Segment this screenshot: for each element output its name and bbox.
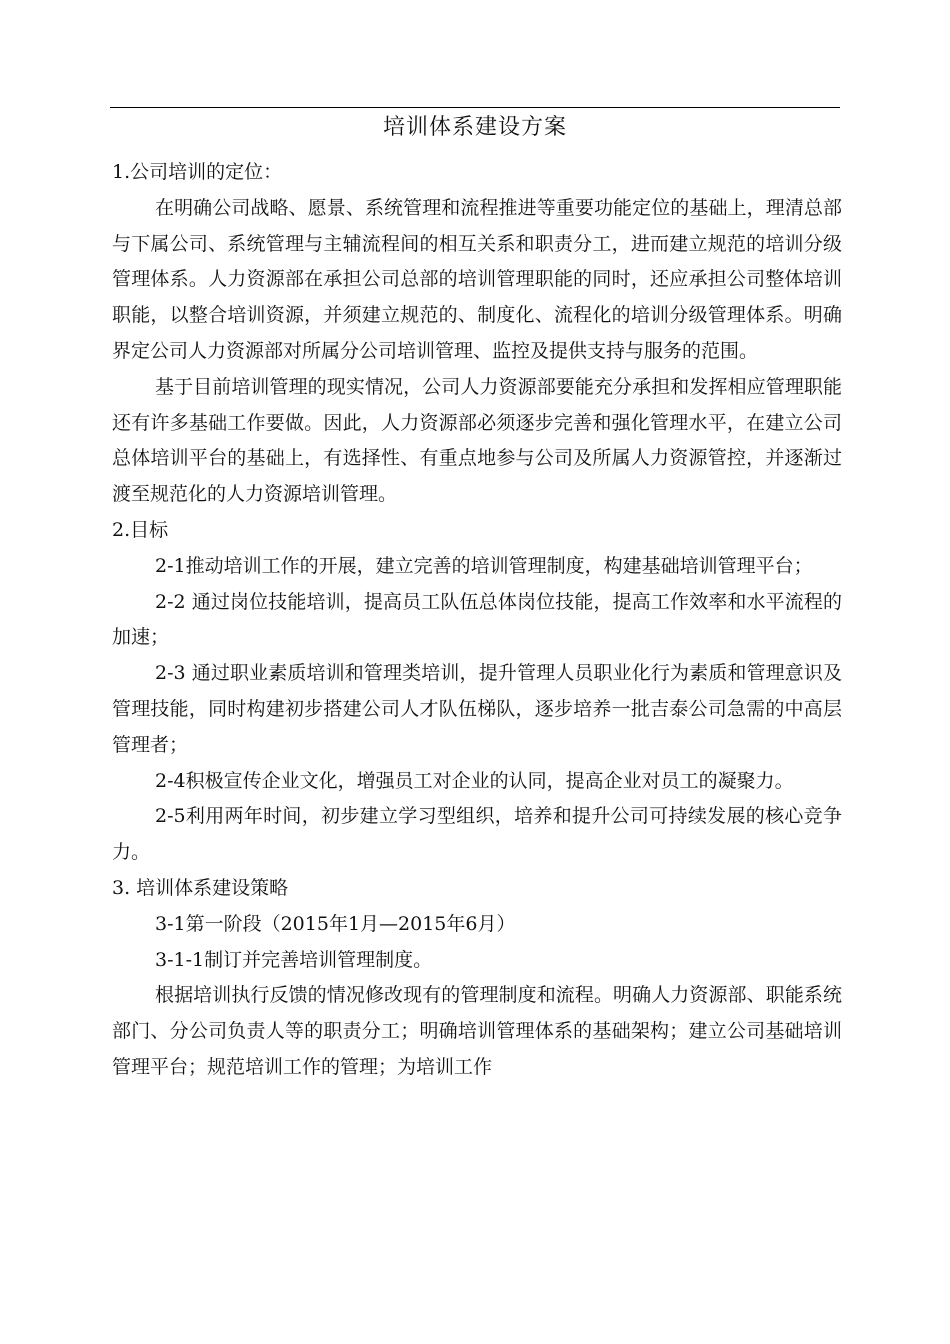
section-3-paragraph: 根据培训执行反馈的情况修改现有的管理制度和流程。明确人力资源部、职能系统部门、分公司负责人等的职责分工；明确培训管理体系的基础架构；建立公司基础培训管理平台；规范培训工作的管理；为培训工作 — [112, 984, 842, 1078]
section-1-paragraph-2: 基于目前培训管理的现实情况，公司人力资源部要能充分承担和发挥相应管理职能还有许多基础工作要做。因此，人力资源部必须逐步完善和强化管理水平，在建立公司总体培训平台的基础上，有选择性、有重点地参与公司及所属人力资源管控，并逐渐过渡至规范化的人力资源培训管理。 — [112, 375, 842, 506]
goal-item: 2-2 通过岗位技能培训，提高员工队伍总体岗位技能，提高工作效率和水平流程的加速； — [112, 590, 842, 649]
subitem-heading: 3-1-1制订并完善培训管理制度。 — [155, 948, 433, 971]
phase-heading: 3-1第一阶段（2015年1月—2015年6月） — [155, 912, 516, 935]
header-rule — [110, 107, 840, 108]
section-1-paragraph-1: 在明确公司战略、愿景、系统管理和流程推进等重要功能定位的基础上，理清总部与下属公司、系统管理与主辅流程间的相互关系和职责分工，进而建立规范的培训分级管理体系。人力资源部在承担公司总部的培训管理职能的同时，还应承担公司整体培训职能，以整合培训资源，并须建立规范的、制度化、流程化的培训分级管理体系。明确界定公司人力资源部对所属分公司培训管理、监控及提供支持与服务的范围。 — [112, 196, 842, 362]
goal-item: 2-5利用两年时间，初步建立学习型组织，培养和提升公司可持续发展的核心竞争力。 — [112, 805, 842, 864]
goal-item: 2-1推动培训工作的开展，建立完善的培训管理制度，构建基础培训管理平台； — [155, 554, 813, 577]
goal-item: 2-3 通过职业素质培训和管理类培训，提升管理人员职业化行为素质和管理意识及管理技能，同时构建初步搭建公司人才队伍梯队，逐步培养一批吉泰公司急需的中高层管理者； — [112, 662, 842, 756]
section-3-heading: 3. 培训体系建设策略 — [112, 876, 289, 899]
goal-item: 2-4积极宣传企业文化，增强员工对企业的认同，提高企业对员工的凝聚力。 — [155, 769, 794, 792]
section-2-heading: 2.目标 — [112, 518, 169, 541]
document-title: 培训体系建设方案 — [382, 115, 567, 140]
section-1-heading: 1.公司培训的定位： — [112, 161, 283, 183]
document-body — [112, 155, 842, 1086]
